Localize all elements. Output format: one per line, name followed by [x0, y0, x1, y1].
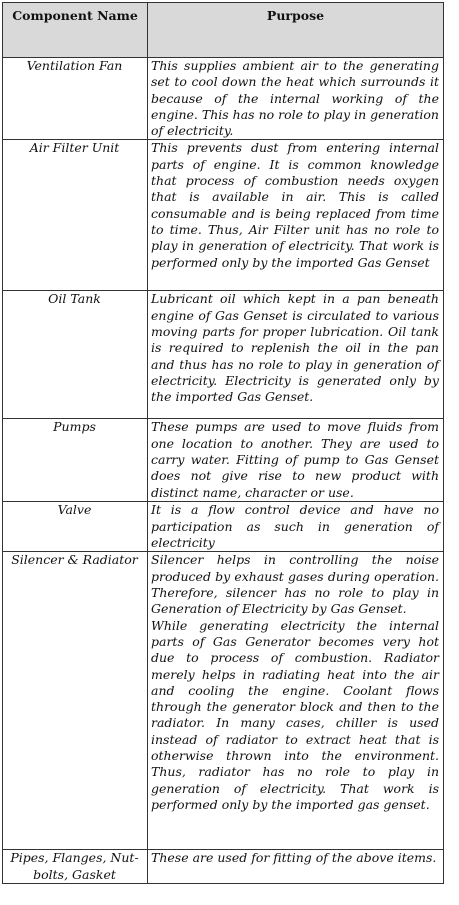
- component-name-cell: Pipes, Flanges, Nut-bolts, Gasket: [3, 850, 148, 884]
- header-component-name: Component Name: [3, 3, 148, 58]
- component-name-cell: Valve: [3, 502, 148, 552]
- table-row: [3, 291, 444, 419]
- component-name-cell: Pumps: [3, 419, 148, 502]
- table-row: [3, 502, 444, 552]
- table-row: [3, 140, 444, 291]
- purpose-text: These are used for fitting of the above items.: [151, 850, 437, 866]
- table-row: [3, 419, 444, 502]
- purpose-text: This prevents dust from entering internal parts of engine. It is common knowledge that process of combustion needs oxygen that is available in air. This is called consumable and is being replaced from time to time. Thus, Air Filter unit has no role to play in generation of electricity. That work is performed only by the imported Gas Genset: [151, 140, 439, 270]
- purpose-cell: [148, 140, 444, 291]
- component-name-cell: Ventilation Fan: [3, 58, 148, 140]
- table-row: [3, 850, 444, 884]
- component-name-cell: Oil Tank: [3, 291, 148, 419]
- table-row: [3, 552, 444, 850]
- purpose-text: It is a flow control device and have no participation as such in generation of electricity: [151, 502, 439, 551]
- purpose-text: This supplies ambient air to the generating set to cool down the heat which surrounds it because of the internal working of the engine. This has no role to play in generation of electricity.: [151, 58, 439, 139]
- purpose-cell: [148, 502, 444, 552]
- purpose-cell: [148, 419, 444, 502]
- components-table-container: [2, 2, 443, 884]
- table-row: [3, 58, 444, 140]
- header-purpose: Purpose: [148, 3, 444, 58]
- components-table: [2, 2, 444, 884]
- purpose-text: Lubricant oil which kept in a pan beneath engine of Gas Genset is circulated to various moving parts for proper lubrication. Oil tank is required to replenish the oil in the pan and thus has no role to play in generation of electricity. Electricity is generated only by the imported Gas Genset.: [151, 291, 439, 405]
- purpose-cell: [148, 58, 444, 140]
- purpose-text: These pumps are used to move fluids from one location to another. They are used to carry water. Fitting of pump to Gas Genset does not give rise to new product with distinct name, character or use.: [151, 419, 439, 500]
- component-name-cell: Silencer & Radiator: [3, 552, 148, 850]
- purpose-cell: [148, 850, 444, 884]
- purpose-text: While generating electricity the internal parts of Gas Generator becomes very hot due to process of combustion. Radiator merely helps in radiating heat into the air and cooling the engine. Coolant flows through the generator block and then to the radiator. In many cases, chiller is used instead of radiator to extract heat that is otherwise thrown into the environment. Thus, radiator has no role to play in generation of electricity. That work is performed only by the imported gas genset.: [151, 617, 439, 812]
- purpose-cell: [148, 552, 444, 850]
- purpose-text: Silencer helps in controlling the noise produced by exhaust gases during operation. Therefore, silencer has no role to play in Generation of Electricity by Gas Genset.: [151, 552, 439, 617]
- purpose-cell: [148, 291, 444, 419]
- table-header-row: [3, 3, 444, 58]
- component-name-cell: Air Filter Unit: [3, 140, 148, 291]
